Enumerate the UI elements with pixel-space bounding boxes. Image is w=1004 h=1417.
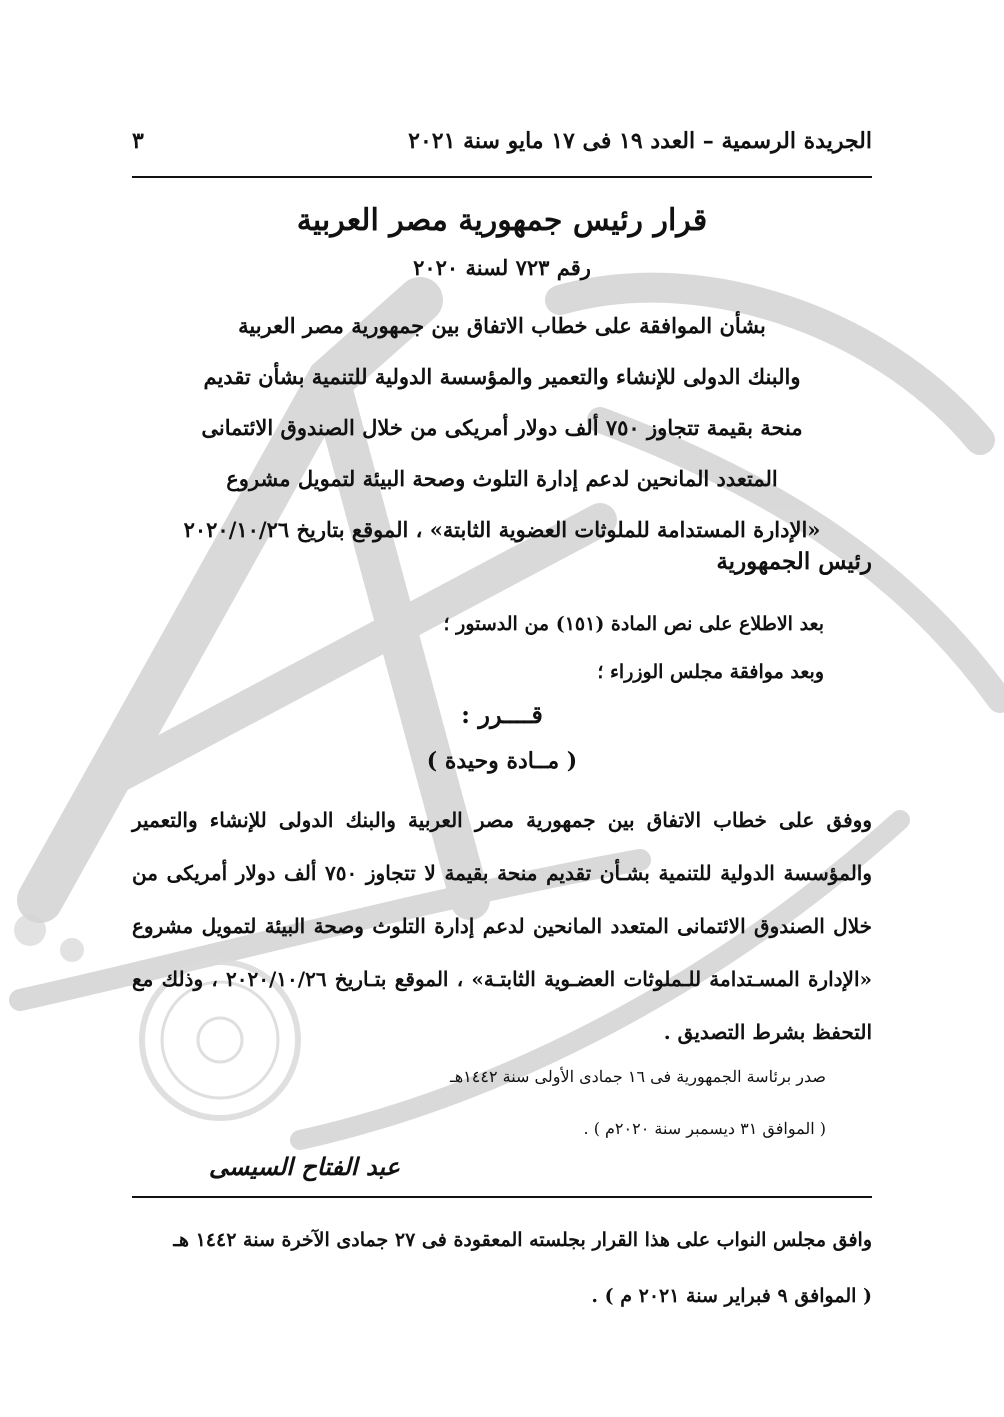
subject-line: بشأن الموافقة على خطاب الاتفاق بين جمهورية مصر العربية — [238, 313, 766, 338]
header-divider — [132, 176, 872, 178]
subject-line: منحة بقيمة تتجاوز ٧٥٠ ألف دولار أمريكى من خلال الصندوق الائتمانى — [201, 415, 803, 440]
preamble — [134, 600, 824, 696]
parliament-approval — [132, 1212, 872, 1324]
president-signature: عبد الفتاح السيسى — [208, 1152, 400, 1181]
approval-line: وافق مجلس النواب على هذا القرار بجلسته المعقودة فى ٢٧ جمادى الآخرة سنة ١٤٤٢ هـ — [173, 1229, 872, 1251]
subject-line: المتعدد المانحين لدعم إدارة التلوث وصحة البيئة لتمويل مشروع — [226, 466, 778, 491]
issued-line: صدر برئاسة الجمهورية فى ١٦ جمادى الأولى سنة ١٤٤٢هـ — [450, 1067, 826, 1086]
issued-line: ( الموافق ٣١ ديسمبر سنة ٢٠٢٠م ) . — [583, 1119, 826, 1138]
decree-subject — [132, 300, 872, 555]
preamble-line: بعد الاطلاع على نص المادة (١٥١) من الدستور ؛ — [443, 613, 824, 635]
issued-statement — [386, 1051, 826, 1155]
page-header — [132, 128, 872, 168]
president-heading: رئيس الجمهورية — [716, 548, 872, 575]
subject-line: والبنك الدولى للإنشاء والتعمير والمؤسسة الدولية للتنمية بشأن تقديم — [203, 364, 801, 389]
decree-title: قرار رئيس جمهورية مصر العربية — [296, 203, 708, 238]
preamble-line: وبعد موافقة مجلس الوزراء ؛ — [597, 661, 824, 683]
article-body: ووفق على خطاب الاتفاق بين جمهورية مصر العربية والبنك الدولى للإنشاء والتعمير والمؤسسة الدولية للتنمية بشـأن تقديم منحة بقيمة لا تتجاوز ٧٥٠ ألف دولار أمريكى من خلال الصندوق الائتمانى المتعدد المانحين لدعم إدارة التلوث وصحة البيئة لتمويل مشروع «الإدارة المسـتدامة للـملوثات العضـوية الثابتـة» ، الموقع بتـاريخ ٢٠٢٠/١٠/٢٦ ، وذلك مع التحفظ بشرط التصديق . — [132, 808, 873, 1044]
approval-line: ( الموافق ٩ فبراير سنة ٢٠٢١ م ) . — [591, 1285, 872, 1307]
article-heading: ( مــادة وحيدة ) — [426, 748, 578, 774]
decree-number: رقم ٧٢٣ لسنة ٢٠٢٠ — [413, 255, 591, 280]
gazette-issue-line: الجريدة الرسمية – العدد ١٩ فى ١٧ مايو سنة ٢٠٢١ — [408, 128, 872, 154]
footer-divider — [132, 1196, 872, 1198]
subject-line: «الإدارة المستدامة للملوثات العضوية الثابتة» ، الموقع بتاريخ ٢٠٢٠/١٠/٢٦ — [183, 517, 821, 542]
decided-heading: قــــرر : — [461, 700, 543, 729]
page-number: ٣ — [132, 128, 144, 154]
